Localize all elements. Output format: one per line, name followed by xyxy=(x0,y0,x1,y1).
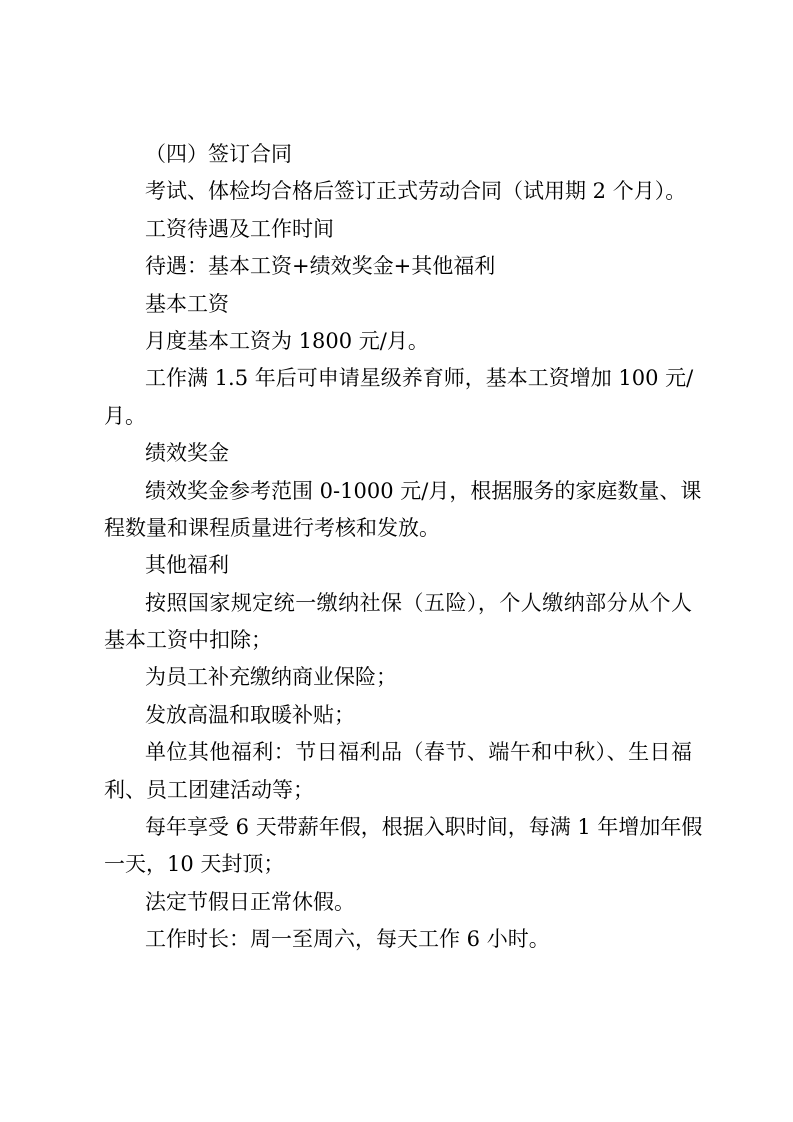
paragraph-line: 发放高温和取暖补贴； xyxy=(145,702,355,727)
paragraph xyxy=(104,585,692,660)
subheading-base-salary xyxy=(104,286,692,323)
paragraph xyxy=(104,659,692,696)
paragraph-line: 月度基本工资为 1800 元/月。 xyxy=(145,328,429,353)
paragraph xyxy=(104,697,692,734)
paragraph-line: 考试、体检均合格后签订正式劳动合同（试用期 2 个月）。 xyxy=(145,179,687,204)
paragraph xyxy=(104,173,692,210)
paragraph xyxy=(104,921,692,958)
paragraph-line: 单位其他福利：节日福利品（春节、端午和中秋）、生日福 xyxy=(145,740,692,765)
paragraph-line: 绩效奖金 xyxy=(145,441,229,466)
paragraph-line: 为员工补充缴纳商业保险； xyxy=(145,665,397,690)
paragraph-line: 按照国家规定统一缴纳社保（五险），个人缴纳部分从个人 xyxy=(145,590,692,615)
paragraph-line: 待遇：基本工资+绩效奖金+其他福利 xyxy=(145,254,496,279)
paragraph-line: （四）签订合同 xyxy=(145,142,292,166)
paragraph xyxy=(104,473,702,548)
paragraph-line: 月。 xyxy=(104,403,146,428)
paragraph xyxy=(104,360,692,435)
paragraph-line: 基本工资中扣除； xyxy=(104,628,272,653)
subheading-other-benefits xyxy=(104,547,692,584)
paragraph xyxy=(104,734,692,809)
paragraph-line: 每年享受 6 天带薪年假，根据入职时间，每满 1 年增加年假 xyxy=(145,815,703,840)
paragraph-line: 其他福利 xyxy=(145,553,229,578)
section-heading-salary xyxy=(104,211,692,248)
paragraph xyxy=(104,884,692,921)
paragraph-line: 程数量和课程质量进行考核和发放。 xyxy=(104,515,440,540)
paragraph-line: 工作满 1.5 年后可申请星级养育师，基本工资增加 100 元/ xyxy=(145,366,694,391)
paragraph-line: 工作时长：周一至周六，每天工作 6 小时。 xyxy=(145,927,550,952)
paragraph xyxy=(104,809,703,884)
paragraph-line: 利、员工团建活动等； xyxy=(104,777,314,802)
document-body xyxy=(104,136,703,959)
paragraph xyxy=(104,323,692,360)
paragraph xyxy=(104,248,692,285)
section-heading-sign-contract xyxy=(104,136,692,173)
paragraph-line: 基本工资 xyxy=(145,291,229,316)
paragraph-line: 一天，10 天封顶； xyxy=(104,852,285,877)
paragraph-line: 绩效奖金参考范围 0-1000 元/月，根据服务的家庭数量、课 xyxy=(145,478,702,503)
paragraph-line: 法定节假日正常休假。 xyxy=(145,889,355,914)
paragraph-line: 工资待遇及工作时间 xyxy=(145,216,334,241)
subheading-performance-bonus xyxy=(104,435,692,472)
